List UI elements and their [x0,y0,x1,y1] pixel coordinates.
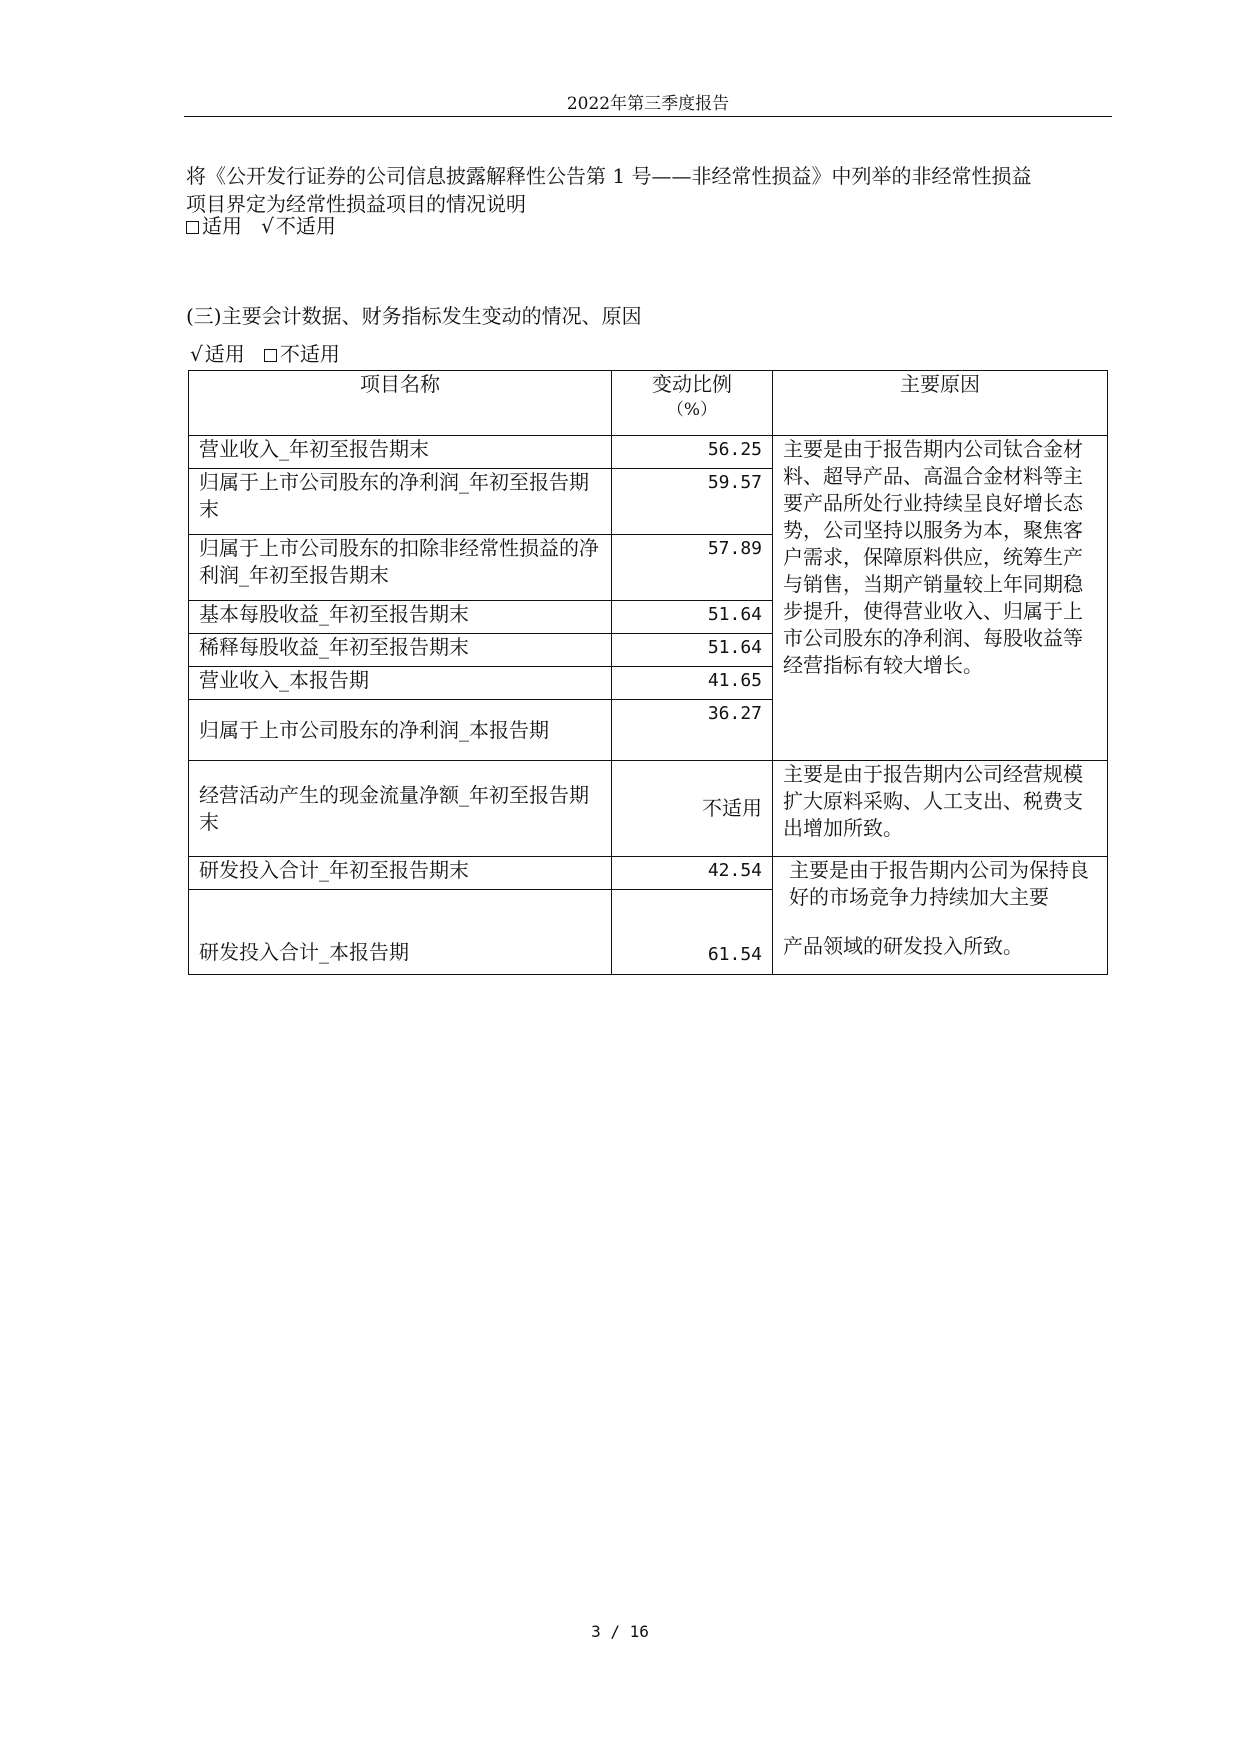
row-ratio: 36.27 [612,700,773,761]
header-ratio-line2: （%） [666,400,718,420]
page-number: 3 / 16 [591,1622,649,1641]
row-ratio: 51.64 [612,634,773,667]
header-item-name: 项目名称 [189,371,612,436]
unchecked-box-icon [264,349,277,362]
page-header: 2022年第三季度报告 [566,94,730,114]
checkmark-icon: √ [190,342,203,366]
applicability-options-2 [190,340,1120,368]
row-name: 研发投入合计_年初至报告期末 [189,857,612,890]
reason-rnd-line2: 产品领域的研发投入所致。 [783,934,1023,958]
row-name: 基本每股收益_年初至报告期末 [189,601,612,634]
row-name: 归属于上市公司股东的扣除非经常性损益的净利润_年初至报告期末 [189,535,612,601]
option-applicable: 适用 [204,342,245,366]
reason-cash-flow: 主要是由于报告期内公司经营规模扩大原料采购、人工支出、税费支出增加所致。 [773,761,1108,857]
table-row [189,857,1108,890]
option-not-applicable: 不适用 [275,214,336,238]
applicability-options-1 [186,212,1116,240]
row-name: 归属于上市公司股东的净利润_年初至报告期末 [189,469,612,535]
financial-change-table [188,370,1108,975]
header-main-reason: 主要原因 [773,371,1108,436]
unchecked-box-icon [186,221,199,234]
row-ratio: 42.54 [612,857,773,890]
row-name: 营业收入_年初至报告期末 [189,436,612,469]
table-row [189,761,1108,857]
option-not-applicable: 不适用 [279,342,340,366]
table-row [189,436,1108,469]
table-header-row [189,371,1108,436]
header-ratio-line1: 变动比例 [652,372,732,396]
non-recurring-note [186,162,1116,218]
row-ratio: 不适用 [612,761,773,857]
note-line-2: 项目界定为经常性损益项目的情况说明 [186,192,526,216]
row-ratio: 59.57 [612,469,773,535]
note-line-1: 将《公开发行证券的公司信息披露解释性公告第 1 号——非经常性损益》中列举的非经常性损益 [186,164,1032,188]
reason-rnd [773,857,1108,975]
header-change-ratio [612,371,773,436]
row-ratio: 51.64 [612,601,773,634]
row-ratio: 56.25 [612,436,773,469]
row-name: 营业收入_本报告期 [189,667,612,700]
row-ratio: 57.89 [612,535,773,601]
header-rule [184,116,1112,117]
row-name: 研发投入合计_本报告期 [189,890,612,975]
checkmark-icon: √ [261,214,274,238]
row-ratio: 61.54 [612,890,773,975]
section-title: (三)主要会计数据、财务指标发生变动的情况、原因 [186,304,642,328]
reason-rnd-line1: 主要是由于报告期内公司为保持良好的市场竞争力持续加大主要 [789,858,1089,909]
reason-growth: 主要是由于报告期内公司钛合金材料、超导产品、高温合金材料等主要产品所处行业持续呈良好增长态势，公司坚持以服务为本，聚焦客户需求，保障原料供应，统筹生产与销售，当期产销量较上年同期稳步提升，使得营业收入、归属于上市公司股东的净利润、每股收益等经营指标有较大增长。 [773,436,1108,761]
row-name: 归属于上市公司股东的净利润_本报告期 [189,700,612,761]
option-applicable: 适用 [202,214,242,238]
row-name: 稀释每股收益_年初至报告期末 [189,634,612,667]
row-ratio: 41.65 [612,667,773,700]
row-name: 经营活动产生的现金流量净额_年初至报告期末 [189,761,612,857]
